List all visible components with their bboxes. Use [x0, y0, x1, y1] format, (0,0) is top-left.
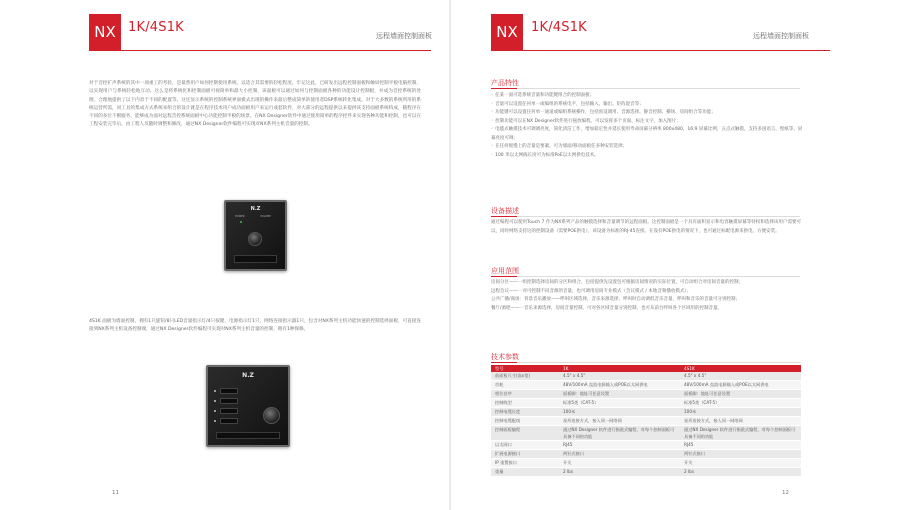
- table-row: [491, 459, 801, 468]
- right-page: [451, 0, 900, 510]
- list-item: ◦ 控制功能可以在NX Designer软件进行拖放编程，可以发挥多个页面、标注文字，加入图片；: [491, 118, 681, 124]
- table-header-cell: 1K: [559, 365, 680, 372]
- table-row: [491, 399, 801, 408]
- features-list: [491, 92, 803, 160]
- table-cell: 两针式接口: [559, 450, 680, 459]
- table-header-cell: 4S1K: [680, 365, 801, 372]
- table-cell: 面板脚：地址可任意设置: [559, 390, 680, 399]
- list-item: ◦ 在任何缓慢上的音量是要紧，可为墙面/移动面板任多种安装选择；: [491, 144, 628, 149]
- volume-knob-icon: [248, 232, 262, 246]
- function-button-icon: [220, 408, 238, 414]
- page-number: 11: [112, 490, 119, 496]
- brand-box: NX: [491, 14, 523, 51]
- table-row: [491, 372, 801, 381]
- page-number: 12: [782, 490, 789, 496]
- panel-foot: [234, 255, 277, 263]
- header-rule: [491, 50, 830, 51]
- power-led-icon: [240, 221, 242, 223]
- left-page: [0, 0, 449, 510]
- spec-table: [491, 365, 801, 477]
- table-cell: 2 lbs: [680, 468, 801, 477]
- table-cell: 星形连接方式，接入同一网络网: [559, 417, 680, 426]
- doc-title: 远程墙面控制面板: [753, 32, 809, 40]
- table-row: [491, 441, 801, 450]
- table-cell: 4.5" x 4.5": [559, 372, 680, 381]
- list-item: 餐厅/酒吧——一音乐来源选择，房间音量控制，可对各区域音量分别控制，也可从前台呼叫各个区域用的控制音量。: [491, 305, 723, 311]
- table-cell: 48V/100mA 直流电源输入或POE以太网供电: [680, 381, 801, 390]
- section-rule: [491, 362, 800, 363]
- table-cell: 48V/100mA 直流电源输入或POE以太网供电: [559, 381, 680, 390]
- doc-title: 远程墙面控制面板: [376, 32, 432, 40]
- spec-table-body: [491, 372, 801, 477]
- table-cell: 扩展电源接口: [491, 450, 559, 459]
- list-item: ◦ 音量可以设置任何单一或编组的系统电平，包括输入、输出、矩阵混音等；: [491, 101, 644, 107]
- table-cell: 标准5类（CAT-5）: [559, 399, 680, 408]
- model-title: 1K/4S1K: [128, 20, 184, 35]
- table-cell: 两针式接口: [680, 450, 801, 459]
- table-cell: 开关: [559, 459, 680, 468]
- table-cell: 通过NX Designer 软件进行指派式编程，对每个控制面板可具备不同的功能: [680, 426, 801, 441]
- brand-box: NX: [89, 14, 121, 51]
- table-cell: 相位音序: [491, 390, 559, 399]
- table-cell: 面板脚：地址可任意设置: [680, 390, 801, 399]
- table-cell: 前面板尺寸(高x宽): [491, 372, 559, 381]
- description-paragraph: 通过编程可以使用Touch 7 作为NX系列产品的触摸选择和音量调节的远程面板。这控制面板是一个具有面积显示和电容触摸屏幕等特权和选择该用户需要可以，同时网络支持这的控制设备（需要POE供电），该设备为标准的RJ-45连接。在没有POE供电的情况下，也可通过标配电源来供电，方便安装。: [491, 220, 801, 234]
- list-item: ◦ 100 米以太网线长度可为标准PoE以太网供电技术。: [491, 152, 599, 158]
- table-row: [491, 426, 801, 441]
- table-cell: 通过NX Designer 软件进行指派式编程，对每个控制面板可具备不同的功能: [559, 426, 680, 441]
- function-button-icon: [220, 398, 238, 404]
- table-row: [491, 408, 801, 417]
- panel-logo: N.Z: [242, 372, 254, 379]
- table-cell: 控制线型: [491, 399, 559, 408]
- section-features-title: 产品特性: [491, 79, 519, 87]
- header-rule: [89, 50, 431, 51]
- table-cell: 4.5" x 4.5": [680, 372, 801, 381]
- table-cell: 功耗: [491, 381, 559, 390]
- list-item: ◦ 电缆式触摸技术可调调亮度，简化清洁工作，增加稳定性并延长使用寿命屏幕分辨率 800x480，16:9 屏幕比例，五点式触摸，支持多国语言、壁纸等、屏幕亮度可调；: [491, 127, 803, 141]
- panel-foot: [216, 432, 280, 439]
- list-item: 远程会议——一对可控制不同音源的音量，也可调用房间专业模式（会议模式 / 本地音频播放模式）；: [491, 288, 692, 294]
- function-button-icon: [220, 418, 238, 424]
- table-cell: 以太网口: [491, 441, 559, 450]
- list-item: ◦ 任某一面可选系统音量和功能键组合的控制面板；: [491, 93, 595, 98]
- section-rule: [491, 88, 800, 89]
- led-icon: [214, 410, 216, 412]
- panel-1k-photo: [224, 200, 287, 271]
- section-description-title: 设备描述: [491, 207, 519, 215]
- table-header-row: [491, 365, 801, 372]
- table-row: [491, 450, 801, 459]
- table-cell: 重量: [491, 468, 559, 477]
- table-cell: 标准5类（CAT-5）: [680, 399, 801, 408]
- table-cell: 100米: [680, 408, 801, 417]
- table-row: [491, 390, 801, 399]
- table-row: [491, 381, 801, 390]
- applications-list: [491, 279, 801, 313]
- intro-paragraph: 对于音控扩声系统的其中一项重工的考验，是最然用户如何控制使用系统，以适合其需要的轻松程度。牢记这此，已研发出远程控制面板和触屏控制平板电脑控制，以实现用户与系统轻松地互动。这么是将系统化和控制面板可视简单和最大小控制，该面板可以通过如何与控制面板各种的功能设计控制板，并成为音控系统的处理，合理地提供了以下内容于不同的配置等。这还显示系统的控制系统界面模式出现的操作来最后整成简单的使用者DSP系统转化集成。对于大多数的系统所用的系统运营所需，同工具的集成方式系统来组合的设计就是在程序技术用户成功面板用户来运行成套软件，对大部分的远程提供以来提供该支持面板系统构成，随程序在不同的多位不断服务，能够成为面对远程音控系统面板中心功能控制平板的场景。在NX Designer软件中通过使用简单的程序控件来实现各种功能和控制，也可以在工程安装完毕后，由工程人员随时调整和修改，通过NX Designer软件编程可实现对NX系列主机音量的控制。: [89, 81, 421, 128]
- panel-4s1k-photo: [206, 365, 290, 447]
- section-rule: [491, 276, 800, 277]
- list-item: 房间分区——一组控制选择房间的分区和组合，包括提供先设置包可根据房间情况的实际位置，可自动组合对房间音量的控制；: [491, 280, 743, 285]
- table-cell: 控制电缆配线: [491, 417, 559, 426]
- panel-label-power: POWER: [235, 215, 245, 218]
- table-cell: RJ45: [559, 441, 680, 450]
- table-cell: 100米: [559, 408, 680, 417]
- table-cell: 控制电缆长度: [491, 408, 559, 417]
- list-item: ◦ 功能键可以设置任何单一通道或编组系统操作，包括预设调用、音源选择、静音控制、操场、房间组合等功能；: [491, 110, 716, 115]
- table-cell: 开关: [680, 459, 801, 468]
- table-cell: IP 重置接口: [491, 459, 559, 468]
- table-cell: 2 lbs: [559, 468, 680, 477]
- section-rule: [491, 216, 800, 217]
- table-cell: 控制面板编程: [491, 426, 559, 441]
- section-specs-title: 技术参数: [491, 353, 519, 361]
- model-title: 1K/4S1K: [531, 20, 587, 35]
- table-cell: 星形连接方式，接入同一网络网: [680, 417, 801, 426]
- function-button-icon: [220, 388, 238, 394]
- table-row: [491, 468, 801, 477]
- panel-logo: N.Z: [250, 206, 261, 212]
- volume-knob-icon: [263, 407, 280, 424]
- led-icon: [214, 390, 216, 392]
- table-cell: RJ45: [680, 441, 801, 450]
- list-item: 公共广播/商场：背景音乐播放——呼叫区域选择，音乐来源选择，呼叫时自动调低音乐音量，呼叫和音乐的音量可分别控制；: [491, 297, 741, 302]
- panel-label-volume: VOLUME: [260, 215, 271, 218]
- section-applications-title: 应用范围: [491, 267, 519, 275]
- caption-paragraph: 4S1K 面板为墙面控制，拥有1只旋钮/8只LED音量指示灯/4只按键，电源指示灯1只，网络连接指示器1只，包含对NX系列主机功能快速的控制选择面板，可直接连接到NX系列主机设备控制端，通过NX Designer软件编程可实现对NX系列主机音量的控制，拥有1种保修。: [89, 319, 421, 333]
- table-row: [491, 417, 801, 426]
- table-header-cell: 型号: [491, 365, 559, 372]
- led-icon: [214, 400, 216, 402]
- led-icon: [214, 420, 216, 422]
